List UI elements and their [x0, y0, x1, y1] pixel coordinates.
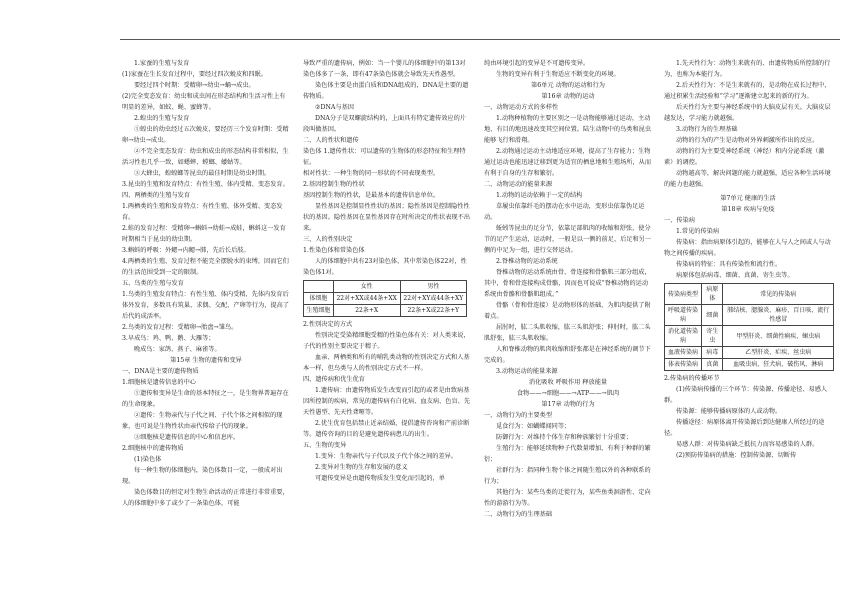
- paragraph: (2)完全变态发育：幼虫和成虫间在形态结构和生活习性上有明显的差异，如蚊、蝇、蜜蜂等。: [122, 93, 286, 111]
- paragraph: 人的体细胞中共有23对染色体，其中常染色体22对，性染色体1对。: [303, 258, 467, 276]
- paragraph: 2.变异对生物的生存和发展的意义: [315, 464, 408, 471]
- table-header-cell: 病原体: [702, 284, 723, 305]
- paragraph: 传染病的特征：具有传染性和流行性。: [676, 261, 782, 268]
- paragraph: 1.鸟类的生殖发育特点：有性生殖、体内受精，先体内发育后体外发育，多数具有筑巢、求偶、交配、产卵等行为，提高了后代的成活率。: [122, 291, 290, 320]
- table-cell: 呼吸道传染病: [665, 305, 702, 326]
- paragraph: ③细胞核是遗传信息的中心和信息库。: [134, 434, 240, 441]
- paragraph: 2.蛙的发育过程：受精卵→蝌蚪→幼蛙→成蛙，蝌蚪这一发育时期相当于昆虫的幼虫期。: [122, 225, 286, 243]
- column-1: [122, 58, 290, 509]
- table-row: [304, 305, 467, 317]
- table-header-cell: 男性: [400, 281, 466, 293]
- paragraph: 3.动物行为的生理基础: [676, 126, 738, 133]
- paragraph: 后天性行为主要与神经系统中的大脑皮层有关。大脑皮层越发达，学习能力就越强。: [664, 104, 831, 122]
- column-2: [303, 58, 471, 484]
- paragraph: 1.动物种植物的主要区别之一是动物能够通过运动，主动地、有目的地迅速改变其空间位置。陆生动物中的鸟类和昆虫能够飞行和滑翔。: [484, 115, 652, 144]
- paragraph: ②不完全变态发育：幼虫和成虫的形态结构非常相似，生活习性也几乎一致，如蟋蟀、螳螂、蝼蛄等。: [122, 148, 289, 166]
- paragraph: 动物的行为的产生是动物对外界刺激所作出的反应。: [676, 137, 819, 144]
- paragraph: 1.变异：生物亲代与子代以及子代个体之间的差异。: [315, 453, 458, 460]
- table-header-cell: 传染病类型: [665, 284, 702, 305]
- section-heading: 一、动物行为的主要类型: [484, 412, 553, 419]
- section-heading: 一、传染病: [664, 217, 695, 224]
- paragraph: 1.遗传病：由遗传物质发生改变而引起的或者是由致病基因所控制的疾病，常见的遗传病有白化病、血友病、色盲、先天性愚型、先天性聋哑等。: [303, 387, 471, 416]
- paragraph: 传染源：能够传播病原体的人或动物。: [676, 408, 782, 415]
- paragraph: 1.细胞核是遗传信息的中心: [122, 379, 196, 386]
- paragraph: 性别决定受染精细胞受精的性染色体有关：对人类来说，子代的性别主要决定于精子。: [303, 332, 470, 350]
- paragraph: 脊椎动物的运动系统由骨、骨连接和骨骼肌三部分组成，其中，骨和骨连接构成骨骼，因而也可说成“脊椎动物的运动系统由骨骼和骨骼肌组成。”: [484, 269, 651, 298]
- sex-chromosome-table: [303, 280, 467, 317]
- paragraph: 3.早成鸟：鸡、鸭、鹅、大雁等；: [122, 335, 215, 342]
- section-heading: 五、鸟类的生殖与发育: [122, 280, 184, 287]
- table-cell: 22对+XY或44条+XY: [400, 293, 466, 305]
- paragraph: (2)预防传染病的措施：控制传染源、切断传: [676, 452, 797, 459]
- table-header-cell: 女性: [333, 281, 400, 293]
- paragraph: 屈肘时，肱二头肌收缩，肱三头肌舒张；伸肘时，肱二头肌舒张，肱三头肌收缩。: [484, 324, 651, 342]
- paragraph: 传染病：指由病原体引起的，能够在人与人之间或人与动物之间传播的疾病。: [664, 239, 831, 257]
- unit-title: 第7单元 健康的生活: [720, 195, 776, 202]
- paragraph: 1.家蚕的生殖与发育: [134, 60, 190, 67]
- table-cell: 生殖细胞: [304, 305, 334, 317]
- table-header-row: [665, 284, 834, 305]
- infectious-disease-table: [664, 283, 834, 371]
- paragraph: 传播途径：病原体离开传染源后到达健康人所经过的途径。: [664, 419, 825, 437]
- paragraph: 草履虫依靠纤毛的摆动在水中运动，变形虫依靠伪足运动。: [484, 203, 645, 221]
- paragraph: 2.优生优育包括禁止近亲结婚，提倡遗传咨询和产前诊断等。遗传咨询的目的是避免遗传病患儿的出生。: [303, 420, 470, 438]
- paragraph: 觅食行为：如蝴蝶闻同等；: [496, 423, 571, 430]
- paragraph: 1.先天性行为：动物生来就有的、由遗传物质所控制的行为，也称为本能行为。: [664, 60, 831, 78]
- paragraph: (1)染色体: [134, 456, 162, 463]
- paragraph: 可遗传变异是由遗传物质发生变化而引起的，单: [315, 475, 445, 482]
- section-heading: 一、DNA是主要的遗传物质: [122, 368, 199, 375]
- paragraph: 纯由环境引起的变异是不可遗传变异。: [484, 60, 590, 67]
- table-cell: 血液传染病: [665, 347, 702, 359]
- table-row: [665, 347, 834, 359]
- paragraph: 2.鸟类的发育过程：受精卵→胎盘→雏鸟。: [122, 324, 238, 331]
- table-header-row: [304, 281, 467, 293]
- table-cell: 血吸虫病、狂犬病、破伤风、淋病: [723, 359, 834, 371]
- paragraph: 2.基因控制生物的性状: [303, 181, 365, 188]
- table-row: [665, 326, 834, 347]
- table-row: [304, 293, 467, 305]
- paragraph: 2.动物通过运动主动地适应环境，提高了生存能力；生物通过运动也能迅速迁移到更为适宜的栖息地和生殖场所，从而有利于自身的生存和繁衍。: [484, 148, 652, 177]
- paragraph: 2.后天性行为：不是生来就有的，是动物在成长过程中，通过积累生活经验和“学习”逐渐建立起来的新的行为。: [664, 82, 831, 100]
- section-heading: 二、人的性状和遗传: [303, 137, 359, 144]
- table-cell: 病毒: [702, 347, 723, 359]
- paragraph: 相对性状：一种生物的同一形状的不同表现类型。: [303, 170, 440, 177]
- header-rule: [120, 39, 840, 40]
- table-cell: 22条+X: [333, 305, 400, 317]
- table-cell: 细菌: [702, 305, 723, 326]
- paragraph: 4.两栖类的生殖、发育过程不能完全摆脱水的束缚，因而它们的生活范围受到一定的限制。: [122, 258, 289, 276]
- paragraph: 人和脊椎动物的肌肉收缩和舒张都是在神经系统的调节下完成的。: [484, 346, 651, 364]
- paragraph: 2.传染病的传播环节: [664, 375, 720, 382]
- paragraph: 染色体主要是由蛋白质和DNA组成的，DNA是主要的遗传物质。: [303, 82, 469, 100]
- chapter-title: 第17章 动物的行为: [541, 401, 595, 408]
- chapter-title: 第16章 动物的运动: [541, 93, 595, 100]
- table-row: [665, 359, 834, 371]
- paragraph: 病原体包括病毒、细菌、真菌、寄生虫等。: [676, 272, 794, 279]
- paragraph: ②遗传：生物亲代与子代之间、子代个体之间相似的现象，也可说是生物性状由亲代传给子代的现象。: [122, 412, 283, 430]
- paragraph: 1.两栖类的生殖和发育特点：有性生殖、体外受精、变态发育。: [122, 203, 283, 221]
- paragraph: ③大蜂虫，蝗蝗螂等昆虫的最佳时期是幼虫时期。: [134, 170, 271, 177]
- paragraph: (1)传染病传播的三个环节：传染源、传播途径、易感人群。: [664, 386, 828, 404]
- section-heading: 四、两栖类的生殖与发育: [122, 192, 191, 199]
- paragraph: 2.脊椎动物的运动系统: [496, 258, 558, 265]
- paragraph: 生物的变异有利于生物适应不断变化的环境。: [496, 71, 620, 78]
- paragraph: 晚成鸟：家鸽、燕子、麻雀等。: [134, 346, 221, 353]
- paragraph: 骨骼（骨和骨连接）是动物形体的基础，为肌肉提供了附着点。: [484, 302, 651, 320]
- paragraph: 易感人群：对传染病缺乏抵抗力而容易感染的人群。: [676, 441, 819, 448]
- column-4: [664, 58, 832, 461]
- table-cell: 真菌: [702, 359, 723, 371]
- paragraph: 2.细胞核中的遗传物质: [122, 445, 184, 452]
- chapter-title: 第15章 生物的遗传和变异: [170, 357, 242, 364]
- section-heading: 一、动物运动方式的多样性: [484, 104, 559, 111]
- paragraph: ①遗传和变异是生命的基本特征之一，是生物界普遍存在的生命现象。: [122, 390, 289, 408]
- paragraph: 染色体 1.遗传性状：可以遗传的生物体的形态特征和生理特征。: [303, 148, 466, 166]
- paragraph: 1.常见的传染病: [676, 228, 720, 235]
- paragraph: 要经过四个时期：受精卵→幼虫→蛹→成虫。: [134, 82, 255, 89]
- table-cell: 22条+X或22条+Y: [400, 305, 466, 317]
- section-heading: 二、动物运动的能量来源: [484, 181, 553, 188]
- table-header-cell: [304, 281, 334, 293]
- unit-title: 第6单元 动物的运动和行为: [531, 82, 605, 89]
- paragraph: 1.性染色体和常染色体: [303, 247, 365, 254]
- paragraph: 导致严重的遗传病，例如：当一个婴儿的体细胞中的第13对染色体多了一条，即有47条染色体就会导致先天性愚型。: [303, 60, 466, 78]
- table-cell: 体细胞: [304, 293, 334, 305]
- paragraph: 蚯蚓等昆虫的足分节，依靠足部肌肉的收缩和舒张，使分节的足产生运动，运动时，一般是以一侧的前足、后足和另一侧的中足为一组，进行交替运动。: [484, 225, 652, 254]
- paragraph: DNA分子是双螺旋结构的，上面具有特定遗传效应的片段叫做基因。: [303, 115, 466, 133]
- table-cell: 寄生虫: [702, 326, 723, 347]
- paragraph: 3.昆虫的生殖和发育特点：有性生殖、体内受精、变态发育。: [122, 181, 289, 188]
- table-cell: 肺结核、腮腺炎、麻疹、百日咳、流行性感冒: [723, 305, 834, 326]
- paragraph: 3.蝌蚪的呼吸：外鳃→内鳃→肺，先后长后肢。: [122, 247, 250, 254]
- paragraph: 其他行为：某些鸟类的迁徙行为，某些鱼类洄游性、定向性的游游行为等。: [484, 489, 651, 507]
- paragraph: 血亲、两栖类和所有的哺乳类动物的性别决定方式和人基本一样，但鸟类与人的性别决定方式不一样。: [303, 354, 470, 372]
- paragraph: 3.动物运动的能量来源: [496, 368, 558, 375]
- paragraph: ②DNA与基因: [315, 104, 354, 111]
- table-header-cell: 常见的传染病: [723, 284, 834, 305]
- table-cell: 体表传染病: [665, 359, 702, 371]
- paragraph: 生殖行为：能够延续物种子代数量增加，有利于种群的繁衍；: [484, 445, 651, 463]
- paragraph: 每一种生物的体细胞内，染色体数目一定，一般成对出现。: [122, 467, 283, 485]
- paragraph: ①蝗虫的幼虫经过五次蜕皮，要经历三个发育时期：受精卵→幼虫→成虫。: [122, 126, 289, 144]
- paragraph: 染色体数目的恒定对生物生命活动的正常进行非常重要，人的体细胞中多了或少了一条染色体，可能: [122, 489, 289, 507]
- table-cell: 消化道传染病: [665, 326, 702, 347]
- section-heading: 二、动物行为的生理基础: [484, 511, 553, 518]
- table-cell: 甲型肝炎、细菌性痢疾、蛔虫病: [723, 326, 834, 347]
- section-heading: 四、遗传病和优生优育: [303, 376, 365, 383]
- paragraph: 2.蝗虫的生殖与发育: [134, 115, 190, 122]
- paragraph: 基因控制生物的性状，是最基本的遗传信息单位。: [303, 192, 440, 199]
- section-heading: 三、人的性别决定: [303, 236, 353, 243]
- table-row: [665, 305, 834, 326]
- paragraph: (1)家蚕在生长发育过程中，要经过四次蜕皮和四眠。: [122, 71, 267, 78]
- paragraph: 1.动物的运动依赖于一定的结构: [496, 192, 583, 199]
- section-heading: 五、生物的变异: [303, 442, 347, 449]
- paragraph: 显性基因是控制显性性状的基因；隐性基因是控制隐性性状的基因。隐性基因在显性基因存在时所决定的性状表现不出来。: [303, 203, 471, 232]
- column-3: [484, 58, 652, 520]
- paragraph: 动物的行为主要受神经系统（神经）和内分泌系统（激素）的调控。: [664, 148, 825, 166]
- paragraph: 2.性别决定的方式: [303, 321, 353, 328]
- chapter-title: 第18章 疾病与免疫: [721, 206, 775, 213]
- energy-flow-labels: 消化吸收 呼吸作用 释放能量: [528, 379, 608, 386]
- table-cell: 22对+XX或44条+XX: [333, 293, 400, 305]
- paragraph: 动物越高等，解决问题的能力就越强，适应各种生活环境的能力也越强。: [664, 170, 831, 188]
- paragraph: 社群行为：指同种生物个体之间随生殖以外的各种联系的行为；: [484, 467, 651, 485]
- table-cell: 乙型肝炎、疟疾、丝虫病: [723, 347, 834, 359]
- paragraph: 防御行为：对维持个体生存和种族繁衍十分重要；: [496, 434, 633, 441]
- energy-flow-diagram: 食物——→细胞——→ATP——→肌肉: [516, 390, 620, 397]
